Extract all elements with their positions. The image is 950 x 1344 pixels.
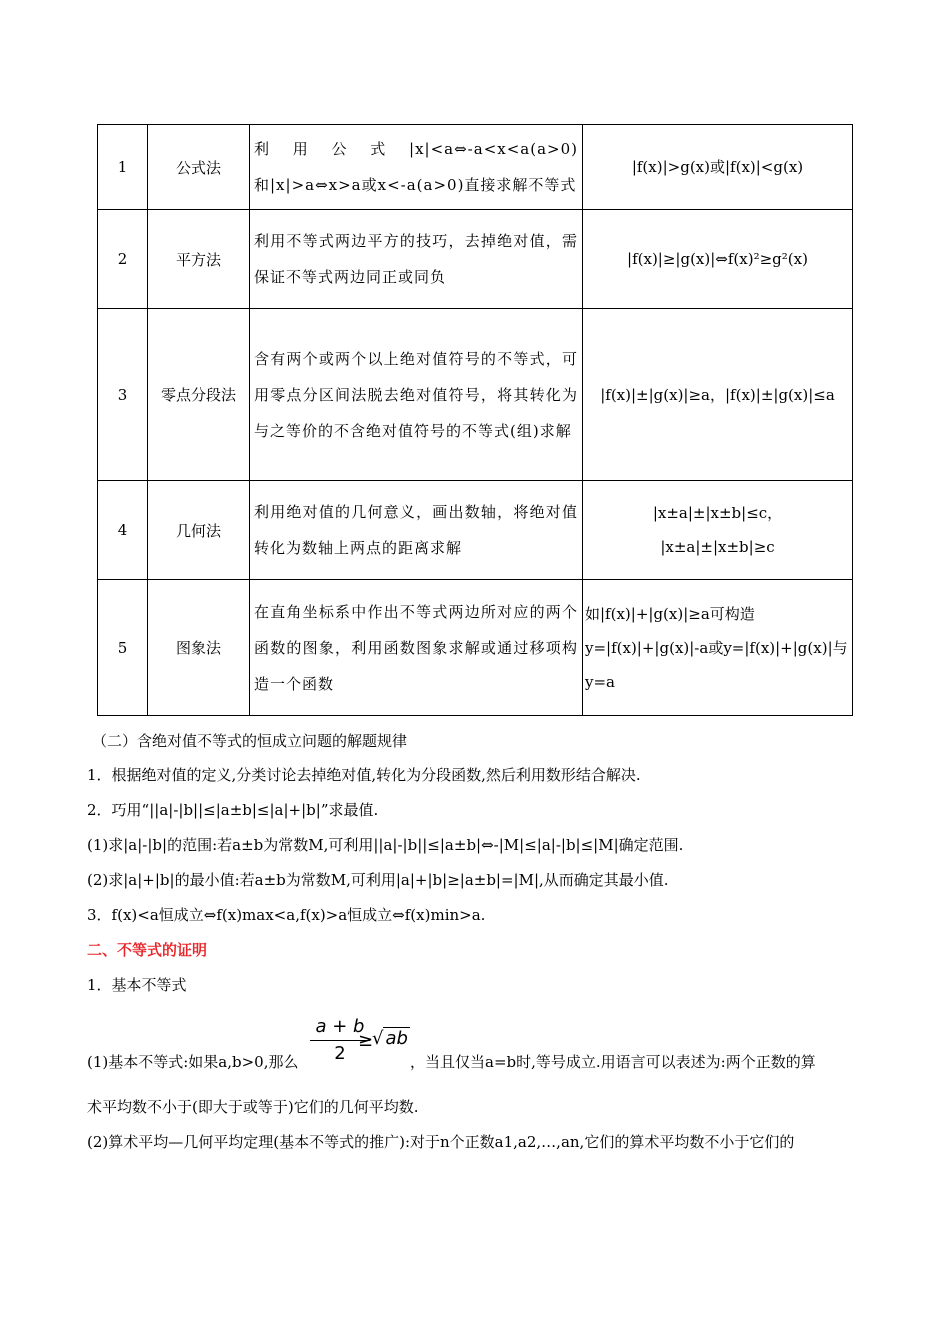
- row-number: 3: [98, 309, 148, 481]
- method-example: |f(x)|±|g(x)|≥a，|f(x)|±|g(x)|≤a: [583, 309, 853, 481]
- table-row: [98, 309, 853, 481]
- example-line: |x±a|±|x±b|≥c: [660, 538, 775, 556]
- method-name: 零点分段法: [148, 309, 250, 481]
- method-description: 含有两个或两个以上绝对值符号的不等式，可用零点分区间法脱去绝对值符号，将其转化为与之等价的不含绝对值符号的不等式(组)求解: [250, 309, 583, 481]
- row-number: 4: [98, 481, 148, 580]
- paragraph: 术平均数不小于(即大于或等于)它们的几何平均数.: [87, 1098, 419, 1116]
- row-number: 5: [98, 580, 148, 716]
- table-row: [98, 125, 853, 210]
- paragraph: (1)求|a|-|b|的范围:若a±b为常数M,可利用||a|-|b||≤|a±b|⇔-|M|≤|a|-|b|≤|M|确定范围.: [87, 836, 684, 854]
- square-root: √ ab: [372, 1028, 408, 1049]
- method-example: |f(x)|>g(x)或|f(x)|<g(x): [583, 125, 853, 210]
- table-row: [98, 481, 853, 580]
- paragraph: (2)算术平均—几何平均定理(基本不等式的推广):对于n个正数a1,a2,…,an,它们的算术平均数不小于它们的: [87, 1133, 795, 1151]
- method-example: [583, 481, 853, 580]
- methods-table: [97, 124, 853, 716]
- method-name: 几何法: [148, 481, 250, 580]
- paragraph: (2)求|a|+|b|的最小值:若a±b为常数M,可利用|a|+|b|≥|a±b|=|M|,从而确定其最小值.: [87, 871, 669, 889]
- paragraph-start: (1)基本不等式:如果a,b>0,那么: [87, 1053, 299, 1071]
- paragraph: 3．f(x)<a恒成立⇔f(x)max<a,f(x)>a恒成立⇔f(x)min>a.: [87, 906, 486, 924]
- paragraph: 1．根据绝对值的定义,分类讨论去掉绝对值,转化为分段函数,然后利用数形结合解决.: [87, 766, 641, 784]
- paragraph: 2．巧用“||a|-|b||≤|a±b|≤|a|+|b|”求最值.: [87, 801, 379, 819]
- method-name: 图象法: [148, 580, 250, 716]
- method-description: 利用绝对值的几何意义，画出数轴，将绝对值转化为数轴上两点的距离求解: [250, 481, 583, 580]
- method-description: 在直角坐标系中作出不等式两边所对应的两个函数的图象，利用函数图象求解或通过移项构造一个函数: [250, 580, 583, 716]
- fraction-numerator: a + b: [310, 1016, 370, 1041]
- fraction-denominator: 2: [334, 1043, 346, 1064]
- table-row: [98, 580, 853, 716]
- row-number: 2: [98, 210, 148, 309]
- row-number: 1: [98, 125, 148, 210]
- method-example: 如|f(x)|+|g(x)|≥a可构造y=|f(x)|+|g(x)|-a或y=|f(x)|+|g(x)|与y=a: [583, 580, 853, 716]
- method-example: |f(x)|≥|g(x)|⇔f(x)²≥g²(x): [583, 210, 853, 309]
- method-name: 平方法: [148, 210, 250, 309]
- method-description: 利用公式|x|<a⇔-a<x<a(a>0)和|x|>a⇔x>a或x<-a(a>0)直接求解不等式: [250, 125, 583, 210]
- method-name: 公式法: [148, 125, 250, 210]
- example-line: |x±a|±|x±b|≤c，: [652, 504, 783, 522]
- part-heading: 二、不等式的证明: [87, 941, 208, 959]
- section-heading: （二）含绝对值不等式的恒成立问题的解题规律: [92, 732, 408, 750]
- geq-symbol: ≥: [358, 1030, 374, 1051]
- method-description: 利用不等式两边平方的技巧，去掉绝对值，需保证不等式两边同正或同负: [250, 210, 583, 309]
- paragraph-continuation: ，当且仅当a=b时,等号成立.用语言可以表述为:两个正数的算: [410, 1053, 816, 1071]
- radicand: ab: [385, 1028, 408, 1049]
- subheading: 1．基本不等式: [87, 976, 187, 994]
- table-row: [98, 210, 853, 309]
